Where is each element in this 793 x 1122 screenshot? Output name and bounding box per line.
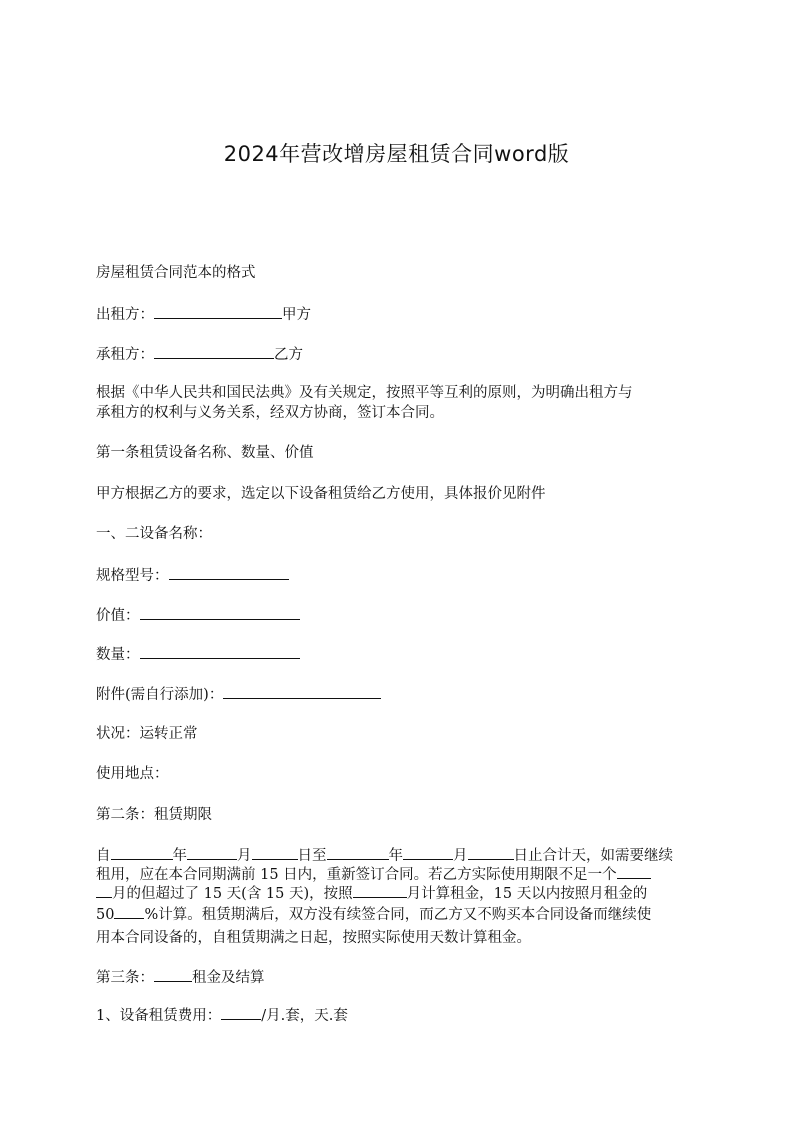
quantity-blank[interactable] xyxy=(140,643,300,659)
article-3-title: 租金及结算 xyxy=(192,970,265,986)
lessee-blank[interactable] xyxy=(154,343,274,359)
article-3-heading xyxy=(96,966,706,989)
end-month-blank[interactable] xyxy=(403,844,453,860)
attachment-line xyxy=(96,683,706,706)
lessor-suffix: 甲方 xyxy=(282,307,311,323)
lessor-blank[interactable] xyxy=(154,303,282,319)
document-title: 2024年营改增房屋租赁合同word版 xyxy=(223,142,570,166)
billing-months-blank[interactable] xyxy=(353,882,407,898)
fee-unit: /月.套，天.套 xyxy=(261,1008,348,1024)
term-line-4 xyxy=(96,903,706,926)
end-day-blank[interactable] xyxy=(468,844,514,860)
term-text: 月 xyxy=(237,848,252,864)
term-line-5: 用本合同设备的，自租赁期满之日起，按照实际使用天数计算租金。 xyxy=(96,930,531,946)
value-label: 价值： xyxy=(96,608,140,624)
term-text: 年 xyxy=(388,848,403,864)
article-1-desc: 甲方根据乙方的要求，选定以下设备租赁给乙方使用，具体报价见附件 xyxy=(96,486,546,502)
lessee-label: 承租方： xyxy=(96,347,154,363)
article-3-label: 第三条： xyxy=(96,970,154,986)
start-day-blank[interactable] xyxy=(252,844,298,860)
term-text: 月 xyxy=(453,848,468,864)
condition-line: 状况：运转正常 xyxy=(96,726,198,742)
term-text: 租用，应在本合同期满前 15 日内，重新签订合同。若乙方实际使用期限不足一个 xyxy=(96,867,617,883)
term-text: 50 xyxy=(96,907,115,923)
value-blank[interactable] xyxy=(140,604,300,620)
min-period-blank[interactable] xyxy=(617,863,651,879)
value-line xyxy=(96,604,706,627)
min-period-blank-cont[interactable] xyxy=(96,882,112,898)
quantity-line xyxy=(96,643,706,666)
attachment-blank[interactable] xyxy=(223,683,381,699)
term-text: 日至 xyxy=(297,848,327,864)
format-heading: 房屋租赁合同范本的格式 xyxy=(96,265,256,281)
term-line-3 xyxy=(96,882,706,905)
intro-line-2: 承租方的权利与义务关系，经双方协商，签订本合同。 xyxy=(96,405,444,421)
lessor-line xyxy=(96,303,706,326)
quantity-label: 数量： xyxy=(96,647,140,663)
term-text: 月计算租金，15 天以内按照月租金的 xyxy=(406,886,648,902)
fee-line xyxy=(96,1004,706,1027)
term-text: 日止合计天，如需要继续 xyxy=(513,848,673,864)
device-name-line: 一、二设备名称： xyxy=(96,526,212,542)
model-blank[interactable] xyxy=(169,564,289,580)
term-text: 月的但超过了 15 天(含 15 天)，按照 xyxy=(112,886,353,902)
term-text: %计算。租赁期满后，双方没有续签合同，而乙方又不购买本合同设备而继续使 xyxy=(144,907,652,923)
lessor-label: 出租方： xyxy=(96,307,154,323)
fee-label: 1、设备租赁费用： xyxy=(96,1008,222,1024)
start-month-blank[interactable] xyxy=(187,844,237,860)
article-2-heading: 第二条：租赁期限 xyxy=(96,807,212,823)
lessee-line xyxy=(96,343,706,366)
intro-line-1: 根据《中华人民共和国民法典》及有关规定，按照平等互利的原则，为明确出租方与 xyxy=(96,385,633,401)
term-text: 自 xyxy=(96,848,111,864)
start-year-blank[interactable] xyxy=(111,844,173,860)
attachment-label: 附件(需自行添加)： xyxy=(96,687,224,703)
term-text: 年 xyxy=(172,848,187,864)
fee-blank[interactable] xyxy=(221,1004,261,1020)
percent-blank[interactable] xyxy=(114,903,144,919)
model-label: 规格型号： xyxy=(96,568,169,584)
lessee-suffix: 乙方 xyxy=(274,347,303,363)
article-1-heading: 第一条租赁设备名称、数量、价值 xyxy=(96,445,314,461)
end-year-blank[interactable] xyxy=(327,844,389,860)
location-line: 使用地点： xyxy=(96,766,169,782)
article-3-blank[interactable] xyxy=(154,966,192,982)
model-line xyxy=(96,564,706,587)
